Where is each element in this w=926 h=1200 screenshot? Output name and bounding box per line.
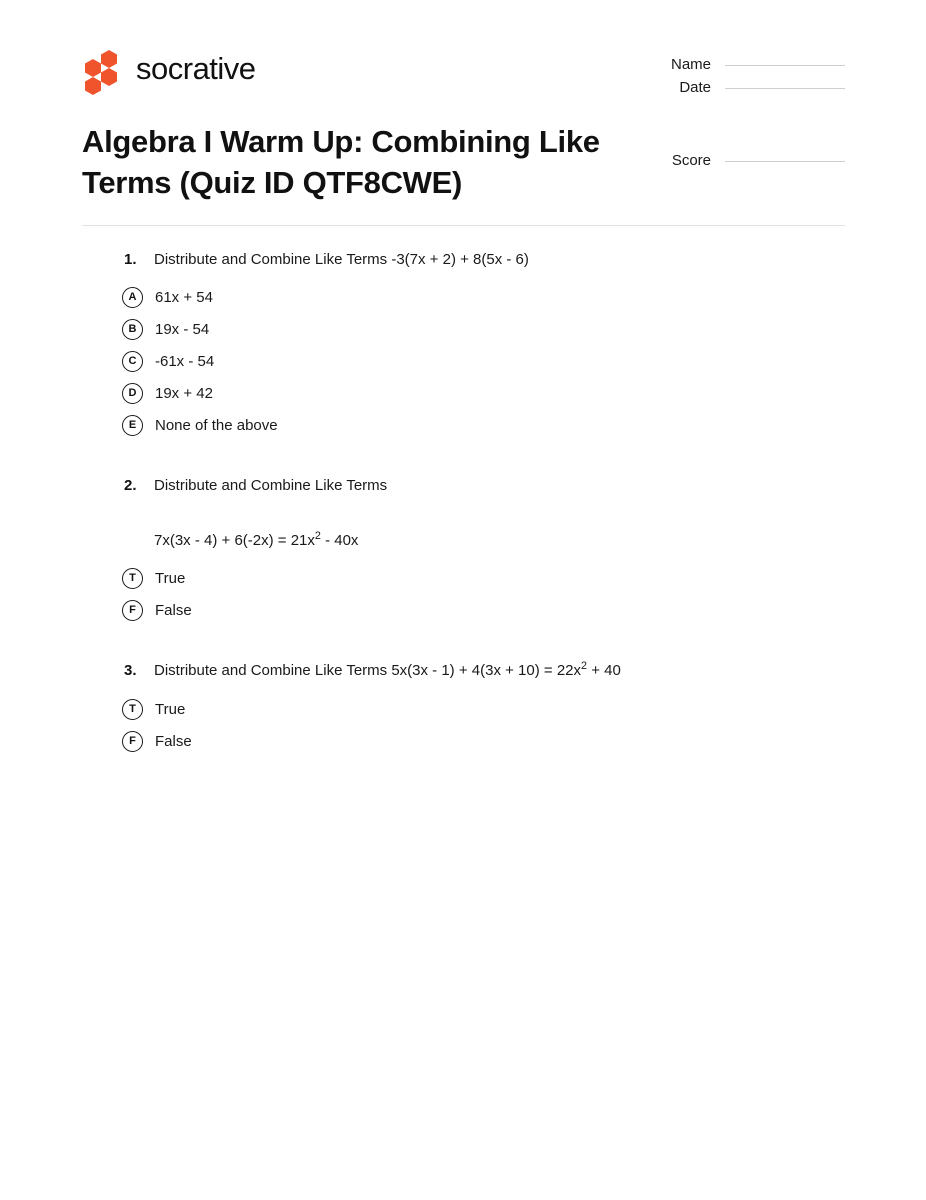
choice-label-e: None of the above (155, 417, 278, 435)
question-3-header (0, 659, 926, 682)
question-1-choices (0, 282, 926, 442)
choice-false-q3[interactable] (0, 725, 926, 757)
choice-bubble-a[interactable]: A (122, 287, 143, 308)
question-3 (0, 659, 926, 757)
logo-hexagon-4 (85, 77, 101, 95)
choice-bubble-true-q2[interactable]: T (122, 568, 143, 589)
question-1-number: 1. (124, 251, 137, 268)
choice-a[interactable] (0, 282, 926, 314)
choice-bubble-d[interactable]: D (122, 383, 143, 404)
student-info-fields (660, 56, 845, 174)
score-field-row (660, 152, 845, 174)
question-3-text-exponent: 2 (581, 660, 588, 673)
choice-c[interactable] (0, 346, 926, 378)
score-field-label: Score (671, 152, 711, 169)
score-field-line[interactable] (725, 161, 845, 162)
page-title: Algebra I Warm Up: Combining Like Terms (Quiz ID QTF8CWE) (82, 124, 600, 201)
name-field-row (660, 56, 845, 78)
question-1 (0, 249, 926, 442)
socrative-hexagon-logo-icon (82, 48, 122, 88)
question-2-equation (154, 529, 926, 552)
date-field-row (660, 79, 845, 101)
choice-bubble-e[interactable]: E (122, 415, 143, 436)
question-3-text-post: + 40 (587, 662, 621, 680)
choice-label-b: 19x - 54 (155, 321, 210, 339)
choice-d[interactable] (0, 378, 926, 410)
choice-label-c: -61x - 54 (155, 353, 215, 371)
choice-bubble-c[interactable]: C (122, 351, 143, 372)
choice-label-true-q3: True (155, 700, 186, 718)
question-spacer-1 (0, 442, 926, 475)
question-2-equation-post: - 40x (320, 531, 359, 549)
question-3-text (154, 659, 621, 682)
choice-label-false-q3: False (155, 732, 192, 750)
choice-label-true-q2: True (155, 569, 186, 587)
choice-e[interactable] (0, 410, 926, 442)
choice-bubble-b[interactable]: B (122, 319, 143, 340)
socrative-logo (82, 48, 256, 88)
worksheet-header (0, 0, 926, 210)
header-divider (82, 225, 845, 226)
question-3-text-pre: Distribute and Combine Like Terms 5x(3x - 1) + 4(3x + 10) = 22x (154, 662, 582, 680)
question-2-text: Distribute and Combine Like Terms (154, 476, 388, 494)
question-spacer-2 (0, 626, 926, 659)
choice-label-a: 61x + 54 (155, 289, 213, 307)
question-2-choices (0, 562, 926, 626)
date-field-label: Date (679, 79, 711, 96)
choice-b[interactable] (0, 314, 926, 346)
choice-false-q2[interactable] (0, 594, 926, 626)
question-2 (0, 475, 926, 627)
logo-wordmark: socrative (136, 50, 256, 86)
question-1-header (0, 249, 926, 271)
choice-bubble-false-q2[interactable]: F (122, 600, 143, 621)
choice-bubble-true-q3[interactable]: T (122, 699, 143, 720)
questions-list (0, 249, 926, 757)
choice-label-d: 19x + 42 (155, 385, 213, 403)
logo-hexagon-1 (101, 50, 117, 68)
question-2-equation-pre: 7x(3x - 4) + 6(-2x) = 21x (154, 531, 315, 549)
question-3-choices (0, 693, 926, 757)
logo-hexagon-3 (101, 68, 117, 86)
date-field-line[interactable] (725, 88, 845, 89)
question-3-number: 3. (124, 662, 137, 680)
question-1-text: Distribute and Combine Like Terms -3(7x + 2) + 8(5x - 6) (154, 251, 529, 268)
name-field-line[interactable] (725, 65, 845, 66)
name-field-label: Name (670, 56, 711, 73)
choice-label-false-q2: False (155, 601, 192, 619)
question-2-header (0, 475, 926, 497)
choice-bubble-false-q3[interactable]: F (122, 731, 143, 752)
choice-true-q2[interactable] (0, 562, 926, 594)
logo-hexagon-2 (85, 59, 101, 77)
choice-true-q3[interactable] (0, 693, 926, 725)
question-2-number: 2. (124, 476, 137, 494)
question-2-equation-exponent: 2 (314, 529, 321, 542)
